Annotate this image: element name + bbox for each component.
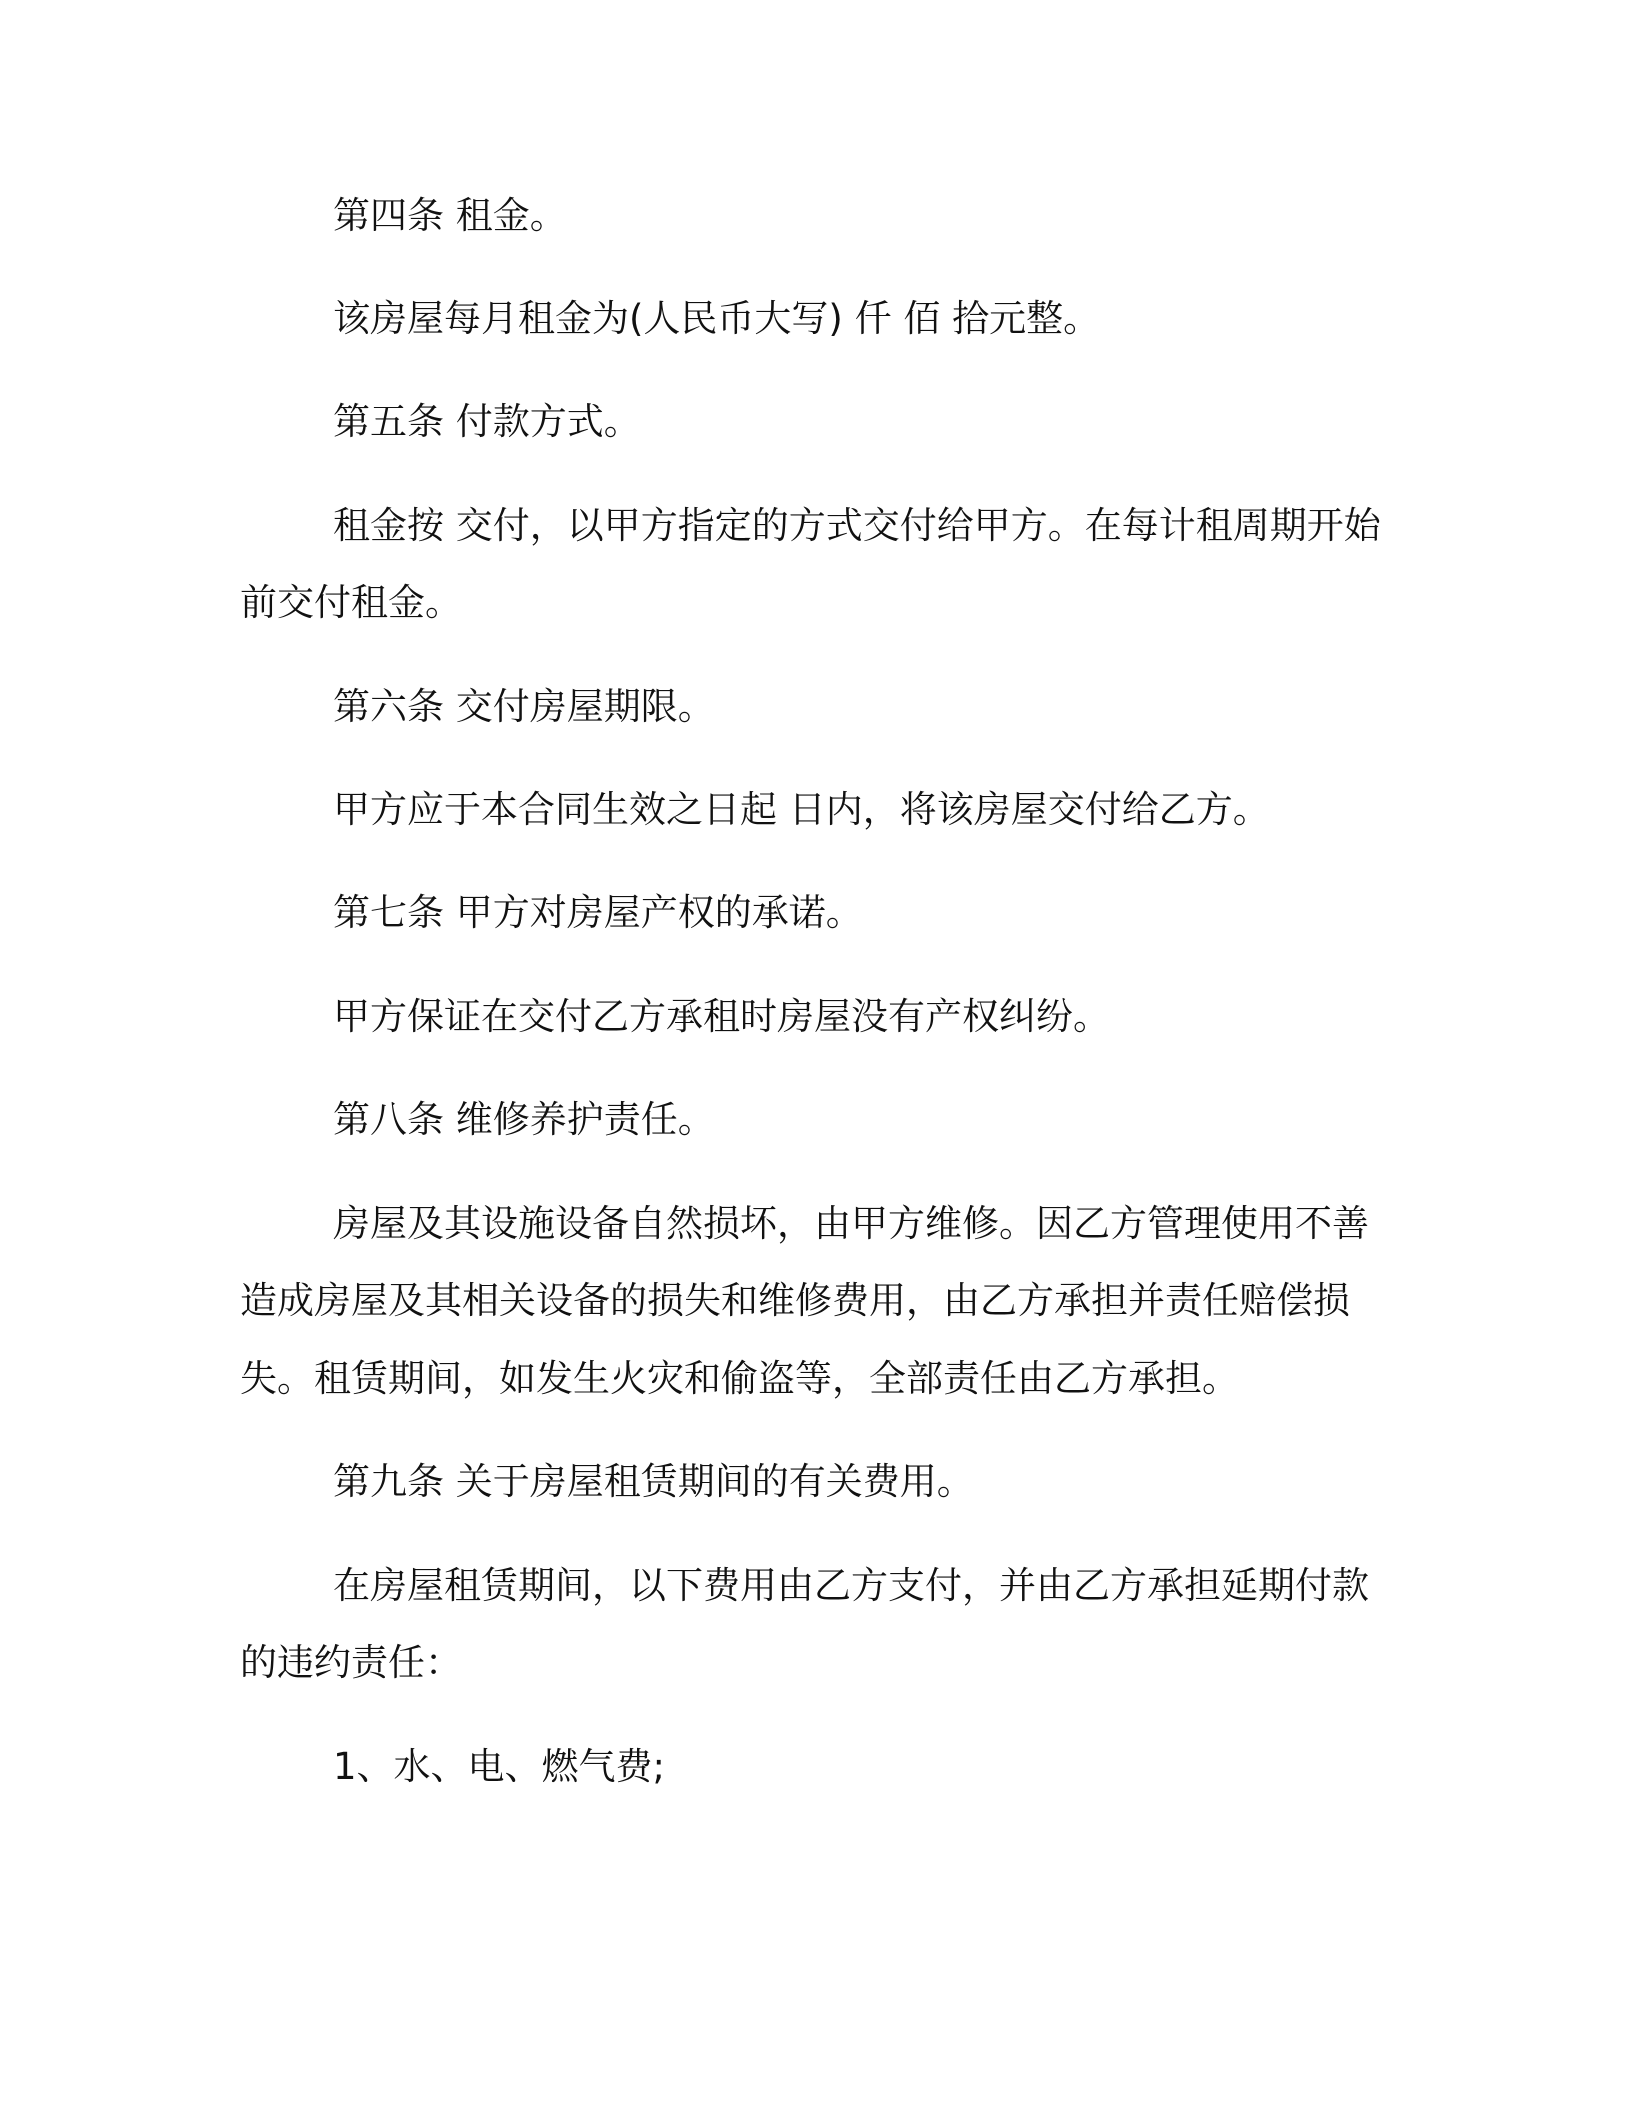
article-8-body-line-3: 失。租赁期间，如发生火灾和偷盗等，全部责任由乙方承担。 (240, 1357, 1239, 1400)
article-8-body-line-1: 房屋及其设施设备自然损坏，由甲方维修。因乙方管理使用不善 (333, 1202, 1369, 1245)
article-7-heading: 第七条 甲方对房屋产权的承诺。 (333, 891, 863, 934)
article-8-heading: 第八条 维修养护责任。 (333, 1098, 715, 1141)
article-5-body-line-2: 前交付租金。 (240, 581, 462, 624)
article-7-body: 甲方保证在交付乙方承租时房屋没有产权纠纷。 (333, 995, 1110, 1038)
article-9-list-item-1: 1、水、电、燃气费; (333, 1745, 666, 1788)
article-8-body-line-2: 造成房屋及其相关设备的损失和维修费用，由乙方承担并责任赔偿损 (240, 1279, 1350, 1322)
article-5-heading: 第五条 付款方式。 (333, 400, 641, 443)
article-6-body: 甲方应于本合同生效之日起 日内，将该房屋交付给乙方。 (333, 788, 1270, 831)
article-5-body-line-1: 租金按 交付，以甲方指定的方式交付给甲方。在每计租周期开始 (333, 504, 1381, 547)
article-4-body: 该房屋每月租金为(人民币大写) 仟 佰 拾元整。 (333, 297, 1101, 340)
article-6-heading: 第六条 交付房屋期限。 (333, 685, 715, 728)
article-9-heading: 第九条 关于房屋租赁期间的有关费用。 (333, 1460, 974, 1503)
article-4-heading: 第四条 租金。 (333, 194, 567, 237)
article-9-body-line-1: 在房屋租赁期间，以下费用由乙方支付，并由乙方承担延期付款 (333, 1564, 1369, 1607)
article-9-body-line-2: 的违约责任： (240, 1641, 462, 1684)
